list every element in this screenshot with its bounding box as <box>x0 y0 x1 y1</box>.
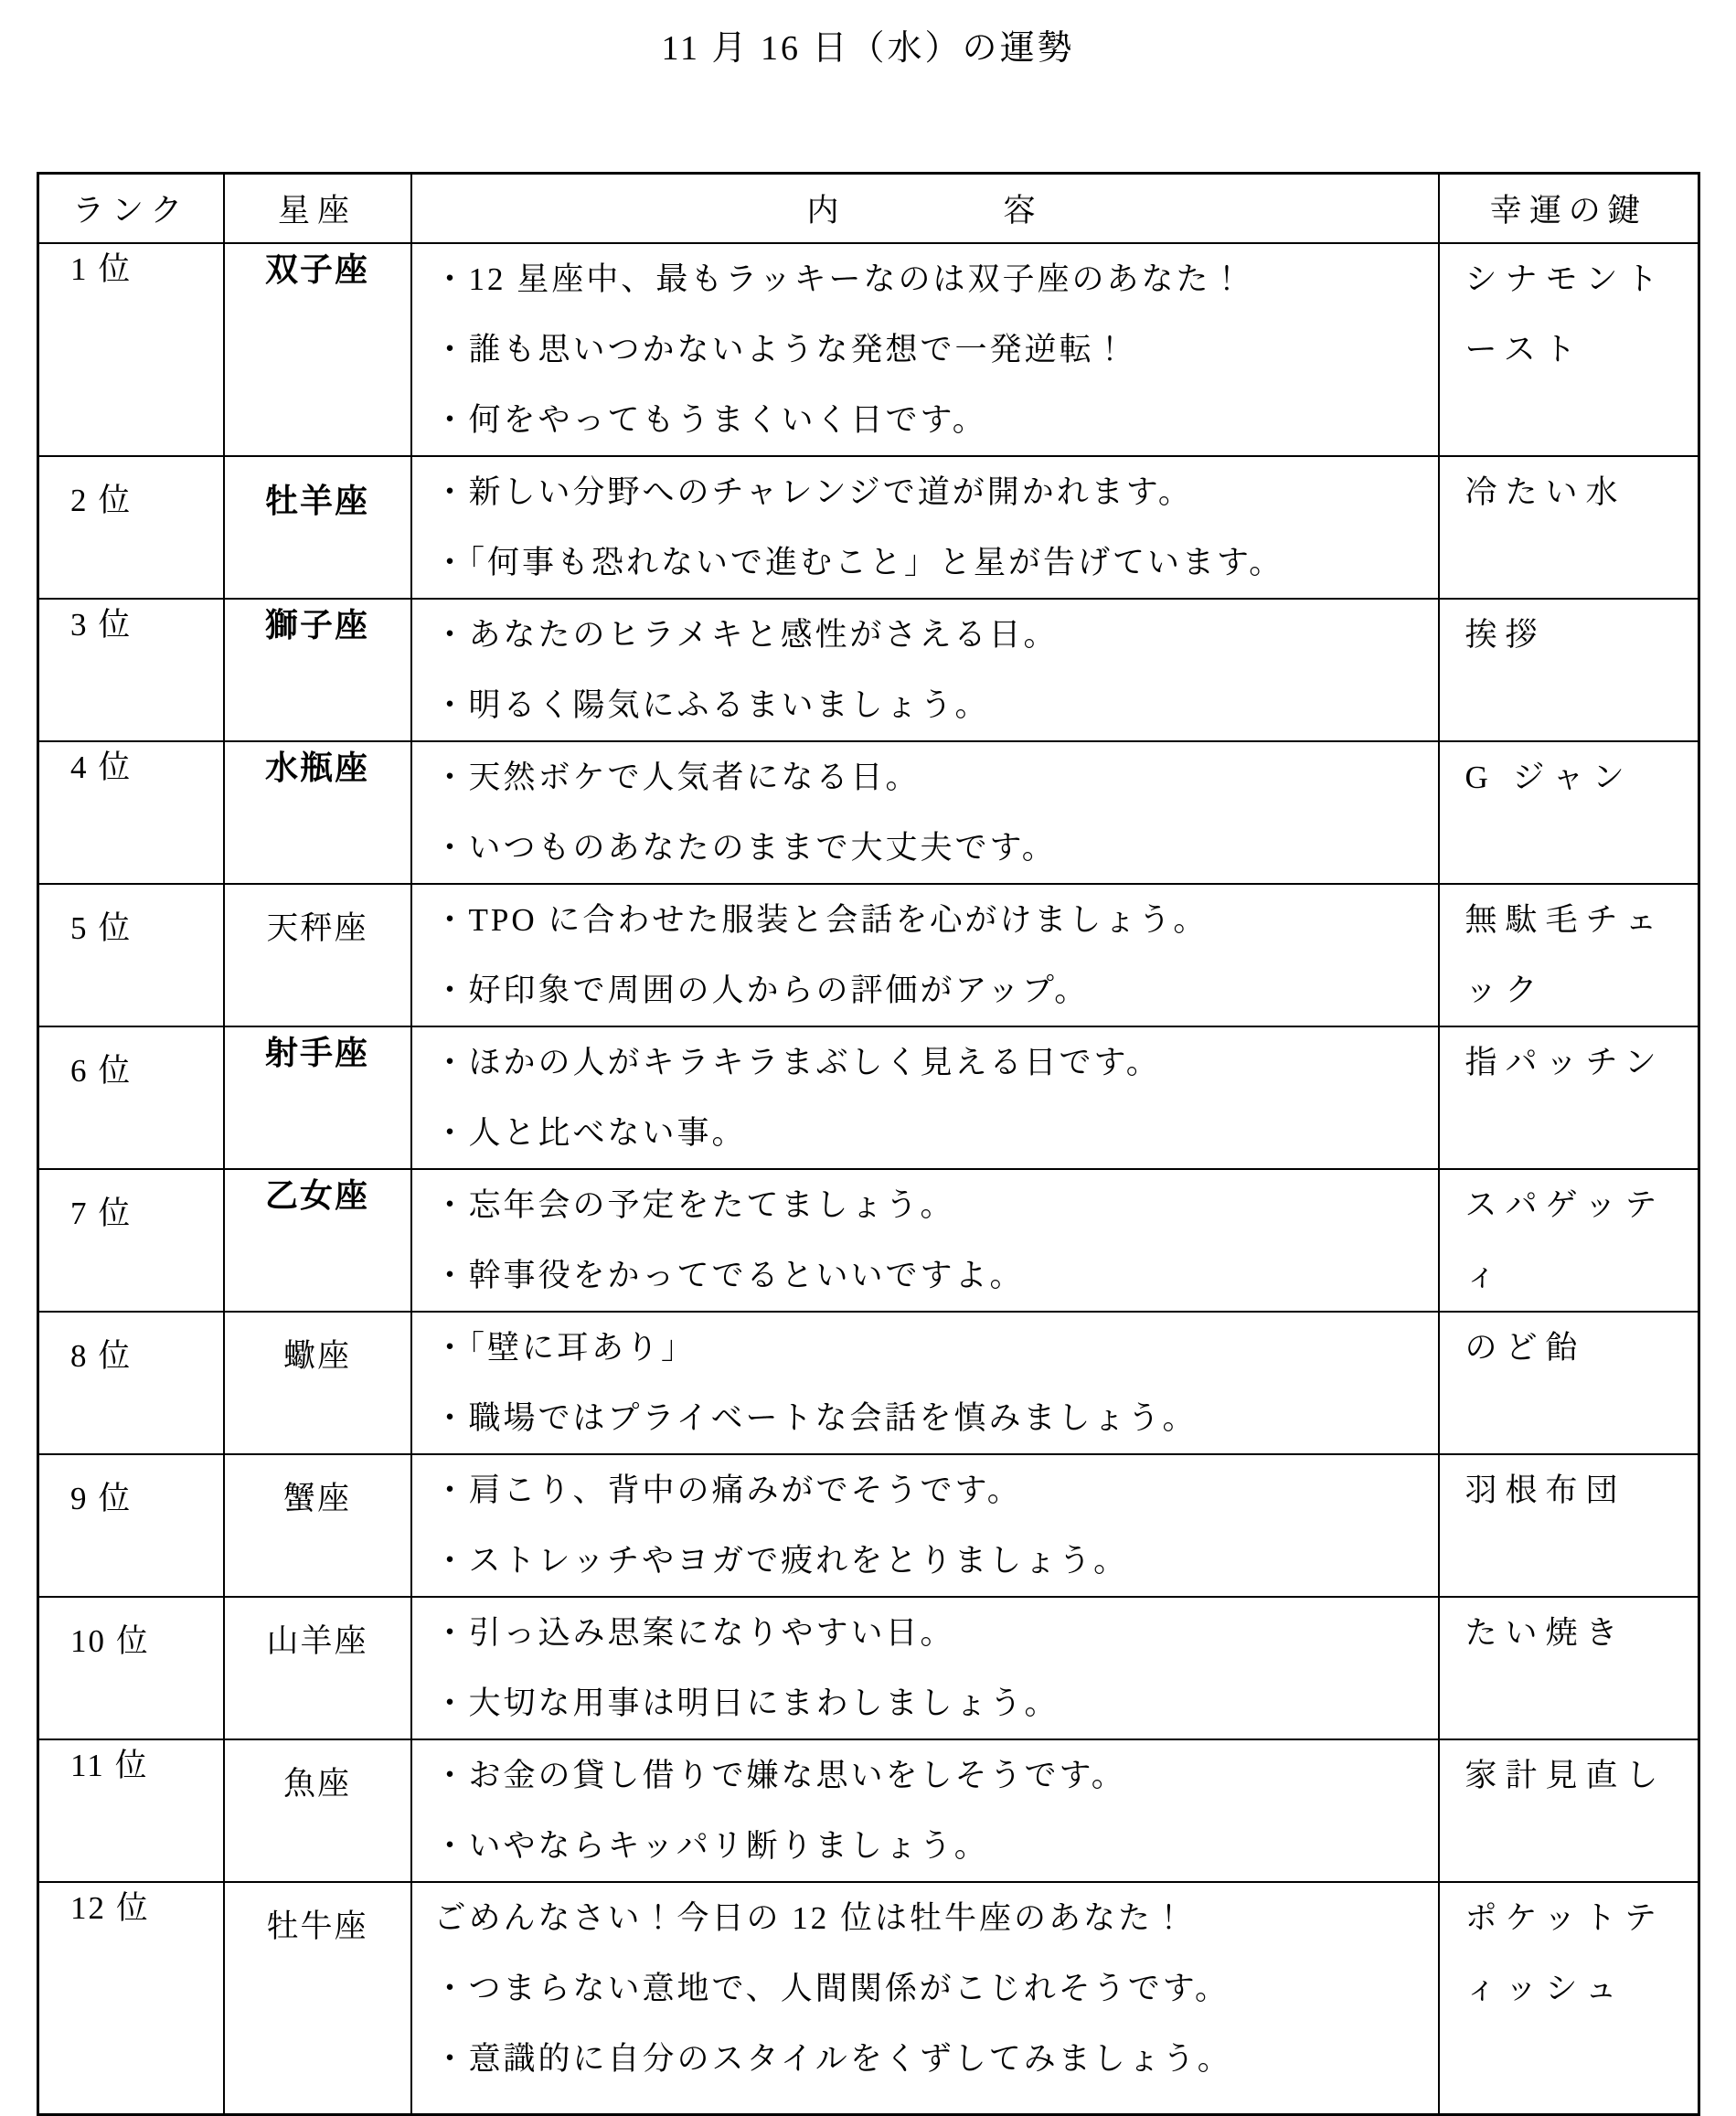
content-cell <box>411 1454 1439 1597</box>
lucky-text: 家計見直し <box>1464 1757 1667 1793</box>
content-line: ・いやならキッパリ断りましょう。 <box>433 1827 989 1864</box>
table-row <box>38 1169 1699 1312</box>
content-line: ・新しい分野へのチャレンジで道が開かれます。 <box>433 473 1193 510</box>
col-header-sign: 星座 <box>224 174 411 243</box>
sign-cell: 山羊座 <box>224 1597 411 1739</box>
lucky-cell <box>1439 1454 1699 1597</box>
lucky-cell <box>1439 456 1699 599</box>
sign-cell: 蠍座 <box>224 1312 411 1454</box>
lucky-cell <box>1439 1169 1699 1312</box>
content-line: ・好印象で周囲の人からの評価がアップ。 <box>433 972 1090 1008</box>
content-line: ・いつものあなたのままで大丈夫です。 <box>433 829 1057 866</box>
col-header-lucky: 幸運の鍵 <box>1439 174 1699 243</box>
sign-cell: 蟹座 <box>224 1454 411 1597</box>
content-cell <box>411 741 1439 884</box>
content-line: ごめんなさい！今日の 12 位は牡牛座のあなた！ <box>433 1899 1188 1936</box>
sign-cell: 双子座 <box>224 243 411 456</box>
table-row <box>38 1882 1699 2115</box>
lucky-cell <box>1439 1882 1699 2115</box>
sign-cell: 魚座 <box>224 1739 411 1882</box>
content-cell <box>411 599 1439 741</box>
content-line: ・「何事も恐れないで進むこと」と星が告げています。 <box>433 544 1284 580</box>
lucky-cell <box>1439 741 1699 884</box>
sign-cell: 水瓶座 <box>224 741 411 884</box>
content-cell <box>411 1882 1439 2115</box>
table-row <box>38 599 1699 741</box>
table-row <box>38 1026 1699 1169</box>
table-row <box>38 1312 1699 1454</box>
sign-cell: 牡牛座 <box>224 1882 411 2115</box>
fortune-table <box>37 172 1700 2116</box>
content-cell <box>411 1597 1439 1739</box>
table-row <box>38 1739 1699 1882</box>
content-line: ・何をやってもうまくいく日です。 <box>433 401 987 438</box>
lucky-cell <box>1439 599 1699 741</box>
rank-cell: 8 位 <box>38 1312 224 1454</box>
lucky-cell <box>1439 1312 1699 1454</box>
table-row <box>38 1597 1699 1739</box>
header-row <box>38 174 1699 243</box>
content-line: ・TPO に合わせた服装と会話を心がけましょう。 <box>433 901 1209 938</box>
lucky-cell <box>1439 243 1699 456</box>
rank-cell: 6 位 <box>38 1026 224 1169</box>
content-line: ・引っ込み思案になりやすい日。 <box>433 1614 955 1651</box>
content-line: ・大切な用事は明日にまわしましょう。 <box>433 1685 1060 1721</box>
sign-cell: 牡羊座 <box>224 456 411 599</box>
content-cell <box>411 243 1439 456</box>
content-line: ・肩こり、背中の痛みがでそうです。 <box>433 1472 1022 1508</box>
content-line: ・意識的に自分のスタイルをくずしてみましょう。 <box>433 2040 1232 2077</box>
content-line: ・ほかの人がキラキラまぶしく見える日です。 <box>433 1044 1161 1080</box>
lucky-text: 冷たい水 <box>1464 473 1626 510</box>
rank-cell: 4 位 <box>38 741 224 884</box>
content-line: ・つまらない意地で、人間関係がこじれそうです。 <box>433 1970 1230 2006</box>
sign-cell: 射手座 <box>224 1026 411 1169</box>
content-line: ・職場ではプライベートな会話を慎みましょう。 <box>433 1399 1198 1436</box>
lucky-text: シナモントースト <box>1464 261 1667 367</box>
lucky-text: ポケットティッシュ <box>1464 1899 1665 2006</box>
content-line: ・誰も思いつかないような発想で一発逆転！ <box>433 331 1129 367</box>
content-cell <box>411 1739 1439 1882</box>
rank-cell: 11 位 <box>38 1739 224 1882</box>
lucky-cell <box>1439 1026 1699 1169</box>
rank-cell: 9 位 <box>38 1454 224 1597</box>
content-line: ・幹事役をかってでるといいですよ。 <box>433 1257 1025 1293</box>
lucky-text: たい焼き <box>1464 1614 1626 1651</box>
content-cell <box>411 456 1439 599</box>
rank-cell: 10 位 <box>38 1597 224 1739</box>
sign-cell: 乙女座 <box>224 1169 411 1312</box>
col-header-content: 内 容 <box>411 174 1439 243</box>
content-line: ・あなたのヒラメキと感性がさえる日。 <box>433 616 1059 653</box>
content-line: ・お金の貸し借りで嫌な思いをしそうです。 <box>433 1757 1126 1793</box>
rank-cell: 1 位 <box>38 243 224 456</box>
content-line: ・ストレッチやヨガで疲れをとりましょう。 <box>433 1542 1129 1579</box>
content-line: ・人と比べない事。 <box>433 1114 747 1151</box>
content-line: ・明るく陽気にふるまいましょう。 <box>433 686 990 723</box>
table-row <box>38 741 1699 884</box>
content-line: ・「壁に耳あり」 <box>433 1329 697 1366</box>
sign-cell: 天秤座 <box>224 884 411 1026</box>
col-header-rank: ランク <box>38 174 224 243</box>
rank-cell: 5 位 <box>38 884 224 1026</box>
lucky-text: スパゲッティ <box>1464 1186 1666 1293</box>
content-cell <box>411 884 1439 1026</box>
table-row <box>38 1454 1699 1597</box>
sign-cell: 獅子座 <box>224 599 411 741</box>
content-cell <box>411 1026 1439 1169</box>
lucky-text: 羽根布団 <box>1464 1472 1626 1508</box>
rank-cell: 12 位 <box>38 1882 224 2115</box>
content-line: ・忘年会の予定をたてましょう。 <box>433 1186 955 1223</box>
lucky-text: 指パッチン <box>1464 1044 1665 1080</box>
rank-cell: 2 位 <box>38 456 224 599</box>
lucky-text: G ジャン <box>1464 759 1633 795</box>
table-row <box>38 456 1699 599</box>
lucky-text: のど飴 <box>1464 1329 1586 1366</box>
lucky-cell <box>1439 884 1699 1026</box>
lucky-text: 無駄毛チェック <box>1464 901 1666 1008</box>
lucky-cell <box>1439 1739 1699 1882</box>
content-cell <box>411 1169 1439 1312</box>
page-title: 11 月 16 日（水）の運勢 <box>661 29 1075 68</box>
lucky-text: 挨拶 <box>1464 616 1546 653</box>
table-row <box>38 884 1699 1026</box>
rank-cell: 3 位 <box>38 599 224 741</box>
rank-cell: 7 位 <box>38 1169 224 1312</box>
content-cell <box>411 1312 1439 1454</box>
content-line: ・12 星座中、最もラッキーなのは双子座のあなた！ <box>433 261 1246 297</box>
lucky-cell <box>1439 1597 1699 1739</box>
content-line: ・天然ボケで人気者になる日。 <box>433 759 921 795</box>
table-row <box>38 243 1699 456</box>
